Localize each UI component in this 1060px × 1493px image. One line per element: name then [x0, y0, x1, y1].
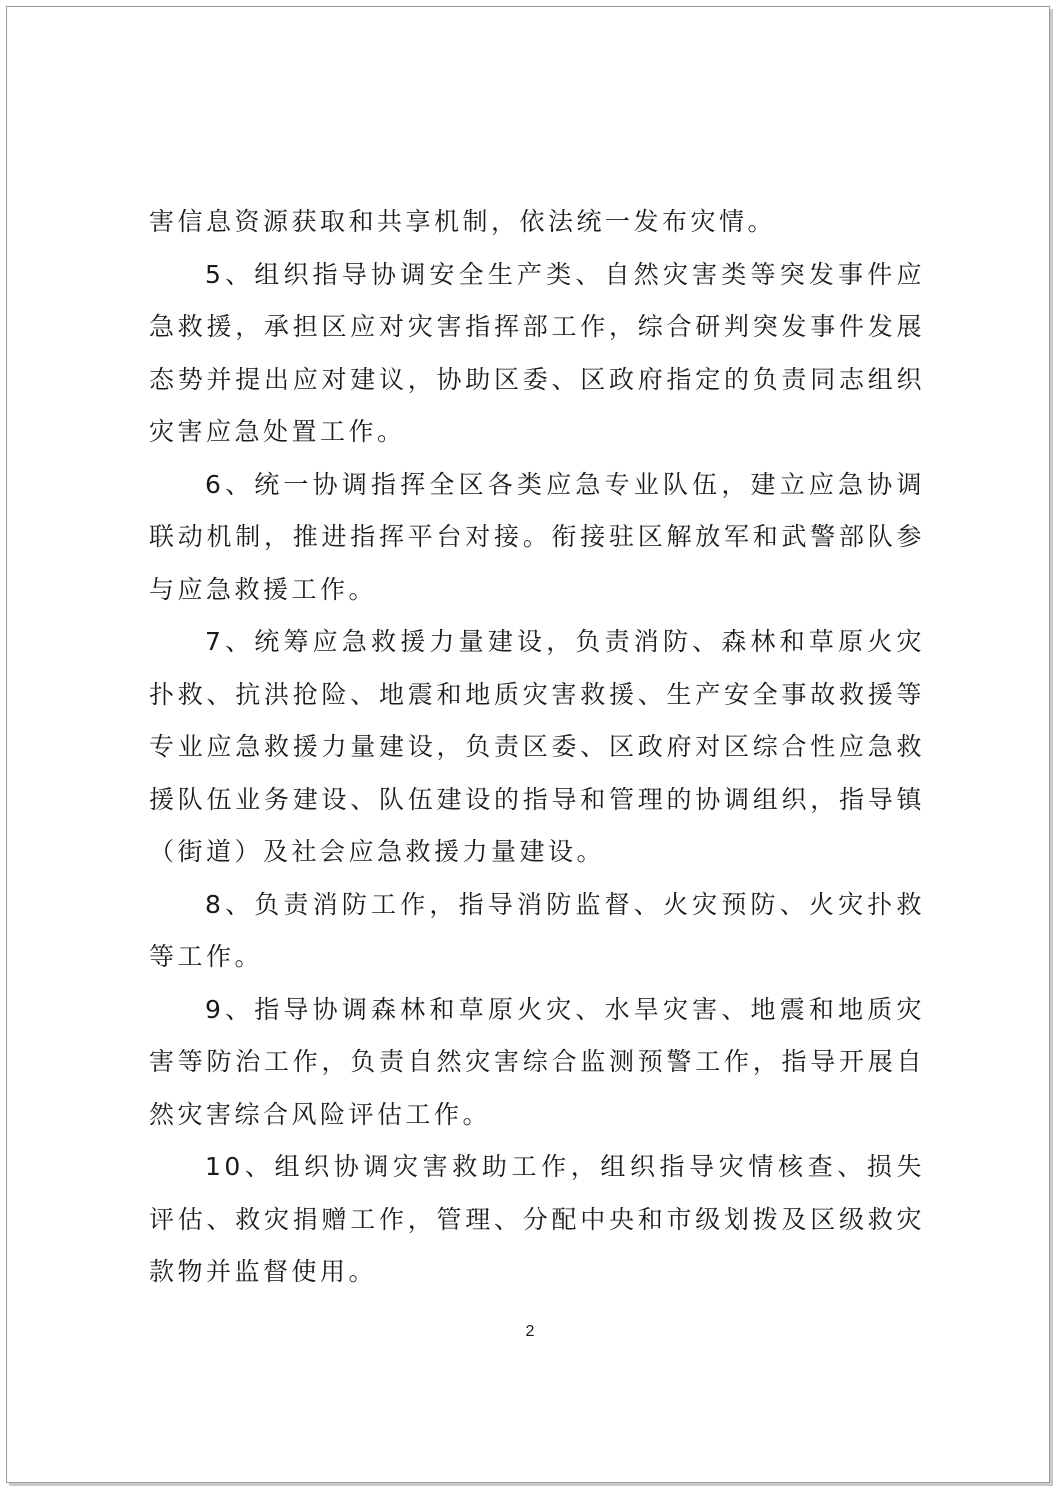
document-body [149, 196, 925, 1299]
paragraph-item-5: 5、组织指导协调安全生产类、自然灾害类等突发事件应急救援，承担区应对灾害指挥部工作，综合研判突发事件发展态势并提出应对建议，协助区委、区政府指定的负责同志组织灾害应急处置工作。 [149, 259, 925, 446]
paragraph-item-8: 8、负责消防工作，指导消防监督、火灾预防、火灾扑救等工作。 [149, 889, 925, 971]
page-number: 2 [525, 1323, 535, 1340]
paragraph-item-6: 6、统一协调指挥全区各类应急专业队伍，建立应急协调联动机制，推进指挥平台对接。衔接驻区解放军和武警部队参与应急救援工作。 [149, 469, 925, 604]
paragraph-item-9: 9、指导协调森林和草原火灾、水旱灾害、地震和地质灾害等防治工作，负责自然灾害综合监测预警工作，指导开展自然灾害综合风险评估工作。 [149, 994, 925, 1129]
paragraph-item-7: 7、统筹应急救援力量建设，负责消防、森林和草原火灾扑救、抗洪抢险、地震和地质灾害救援、生产安全事故救援等专业应急救援力量建设，负责区委、区政府对区综合性应急救援队伍业务建设、队伍建设的指导和管理的协调组织，指导镇（街道）及社会应急救援力量建设。 [149, 627, 925, 866]
paragraph-item-10: 10、组织协调灾害救助工作，组织指导灾情核查、损失评估、救灾捐赠工作，管理、分配中央和市级划拨及区级救灾款物并监督使用。 [149, 1152, 925, 1286]
paragraph-continuation: 害信息资源获取和共享机制，依法统一发布灾情。 [149, 207, 777, 236]
